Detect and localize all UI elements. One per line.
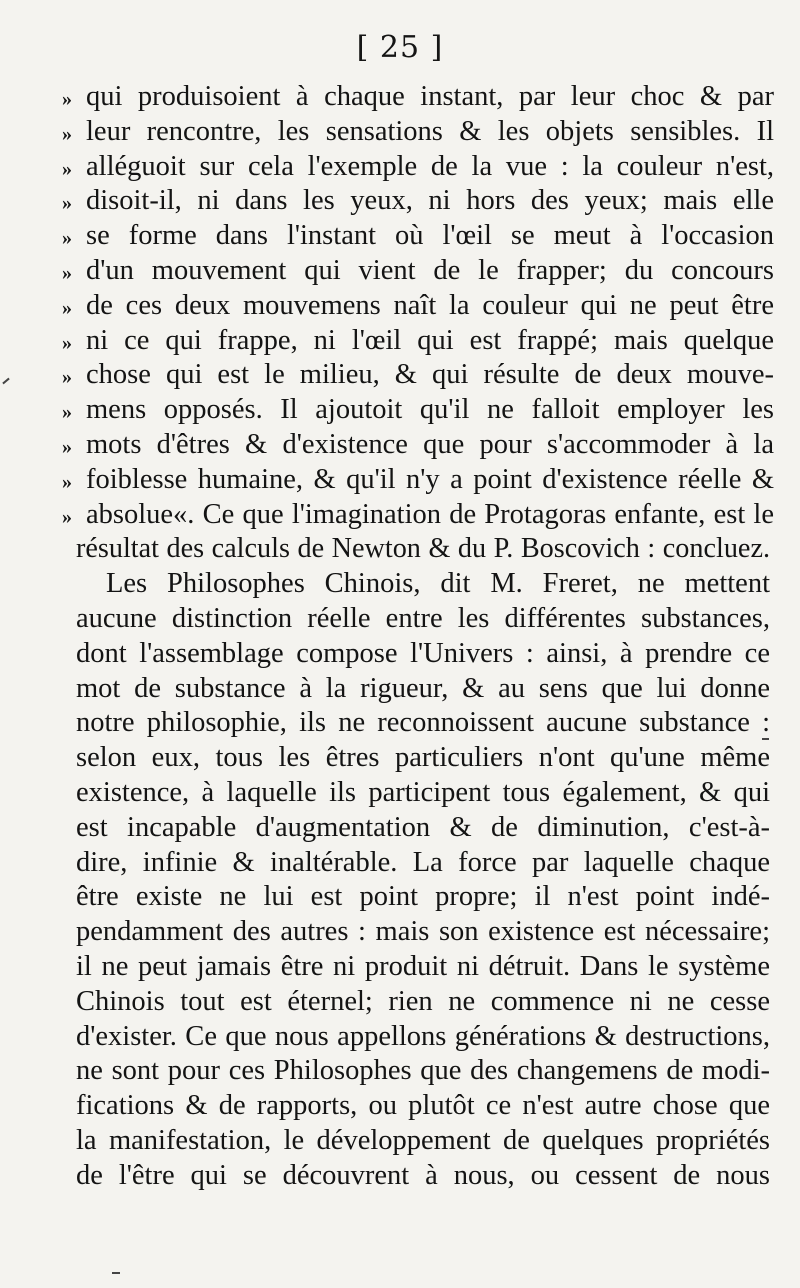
line-text: disoit-il, ni dans les yeux, ni hors des yeux; mais elle: [86, 185, 774, 217]
quote-marker: »: [62, 331, 72, 354]
quoted-line: [62, 115, 774, 151]
quoted-line: [62, 254, 774, 290]
line-text: se forme dans l'instant où l'œil se meut à l'occasion: [86, 220, 774, 252]
page-number: [ 25 ]: [356, 30, 444, 65]
quoted-line: [62, 393, 774, 429]
quote-marker: »: [62, 401, 72, 424]
quoted-line: [62, 428, 774, 464]
margin-mark-left: [2, 378, 9, 385]
body-line: est incapable d'augmentation & de diminution, c'est-à-: [76, 811, 770, 843]
quote-marker: »: [62, 436, 72, 458]
quoted-line: [62, 324, 774, 360]
quote-marker: »: [62, 296, 72, 319]
line-text: de ces deux mouvemens naît la couleur qui ne peut être: [86, 289, 774, 321]
quote-marker: »: [62, 227, 72, 250]
quoted-line: [62, 219, 774, 255]
body-line: notre philosophie, ils ne reconnoissent aucune substance :: [76, 707, 770, 739]
line-text: foiblesse humaine, & qu'il n'y a point d'existence réelle &: [86, 463, 774, 495]
body-line: de l'être qui se découvrent à nous, ou cessent de nous: [76, 1159, 770, 1191]
line-text: alléguoit sur cela l'exemple de la vue : la couleur n'est,: [86, 150, 774, 182]
quoted-line: [62, 80, 774, 116]
body-line: dont l'assemblage compose l'Univers : ainsi, à prendre ce: [76, 637, 770, 669]
body-line: résultat des calculs de Newton & du P. Boscovich : concluez.: [76, 533, 770, 565]
body-line: pendamment des autres : mais son existence est nécessaire;: [76, 916, 770, 948]
body-line: dire, infinie & inaltérable. La force par laquelle chaque: [76, 846, 770, 878]
quoted-line: [62, 463, 774, 499]
body-line: d'exister. Ce que nous appellons générations & destructions,: [76, 1020, 770, 1052]
quote-marker: »: [62, 157, 72, 180]
line-text: d'un mouvement qui vient de le frapper; du concours: [86, 255, 774, 286]
line-text: chose qui est le milieu, & qui résulte de deux mouve-: [86, 359, 774, 391]
line-text: mens opposés. Il ajoutoit qu'il ne falloit employer les: [86, 394, 774, 426]
quote-marker: »: [62, 88, 72, 110]
quote-marker: »: [62, 262, 72, 284]
quote-marker: »: [62, 122, 72, 145]
paragraph-first-line: Les Philosophes Chinois, dit M. Freret, ne mettent: [106, 568, 770, 600]
quoted-line: [62, 289, 774, 325]
line-text: ni ce qui frappe, ni l'œil qui est frappé; mais quelque: [86, 324, 774, 356]
body-line: la manifestation, le développement de quelques propriétés: [76, 1125, 770, 1156]
quoted-line: [62, 498, 774, 534]
body-line: mot de substance à la rigueur, & au sens que lui donne: [76, 672, 770, 704]
body-line: selon eux, tous les êtres particuliers n'ont qu'une même: [76, 742, 770, 774]
line-text: leur rencontre, les sensations & les objets sensibles. Il: [86, 115, 774, 147]
quote-marker: »: [62, 192, 72, 215]
quoted-line: [62, 150, 774, 186]
quote-marker: »: [62, 505, 72, 528]
quote-marker: »: [62, 366, 72, 389]
line-text: absolue«. Ce que l'imagination de Protagoras enfante, est le: [86, 498, 774, 530]
body-line: existence, à laquelle ils participent tous également, & qui: [76, 777, 770, 808]
margin-mark-right: [762, 738, 769, 740]
line-text: qui produisoient à chaque instant, par leur choc & par: [86, 81, 774, 112]
margin-mark-bottom: [112, 1272, 120, 1274]
line-text: mots d'êtres & d'existence que pour s'accommoder à la: [86, 429, 774, 460]
body-line: Chinois tout est éternel; rien ne commence ni ne cesse: [76, 985, 770, 1017]
body-line: il ne peut jamais être ni produit ni détruit. Dans le système: [76, 951, 770, 982]
body-line: aucune distinction réelle entre les différentes substances,: [76, 603, 770, 634]
body-line: ne sont pour ces Philosophes que des changemens de modi-: [76, 1055, 770, 1087]
body-line: fications & de rapports, ou plutôt ce n'est autre chose que: [76, 1090, 770, 1122]
quoted-line: [62, 184, 774, 220]
quote-marker: »: [62, 470, 72, 493]
quoted-line: [62, 358, 774, 394]
body-line: être existe ne lui est point propre; il n'est point indé-: [76, 881, 770, 913]
